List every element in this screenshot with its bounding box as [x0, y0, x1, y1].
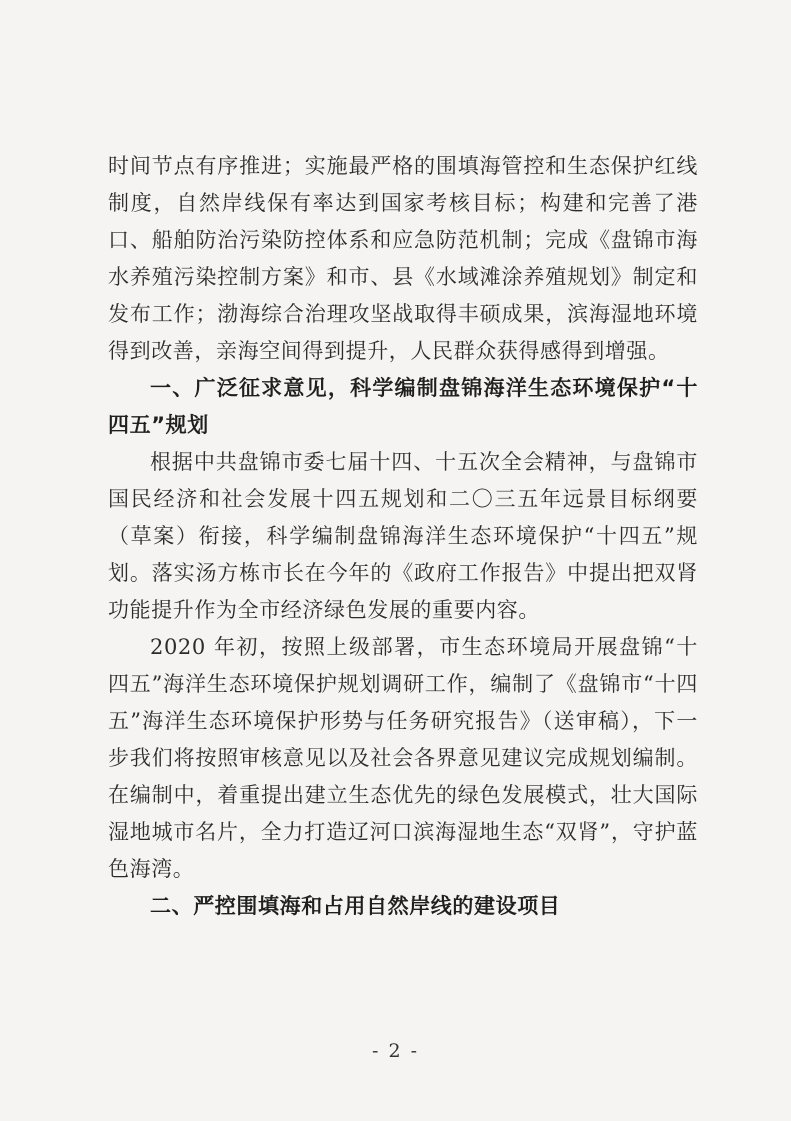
section-heading-2: 二、严控围填海和占用自然岸线的建设项目 — [150, 894, 561, 918]
document-body — [108, 148, 698, 925]
body-paragraph-2: 根据中共盘锦市委七届十四、十五次全会精神，与盘锦市国民经济和社会发展十四五规划和二〇三五年远景目标纲要（草案）衔接，科学编制盘锦海洋生态环境保护“十四五”规划。落实汤方栋市长在今年的《政府工作报告》中提出把双肾功能提升作为全市经济绿色发展的重要内容。 — [108, 450, 698, 622]
body-paragraph-3: 2020 年初，按照上级部署，市生态环境局开展盘锦“十四五”海洋生态环境保护规划调研工作，编制了《盘锦市“十四五”海洋生态环境保护形势与任务研究报告》（送审稿），下一步我们将按照审核意见以及社会各界意见建议完成规划编制。在编制中，着重提出建立生态优先的绿色发展模式，壮大国际湿地城市名片，全力打造辽河口滨海湿地生态“双肾”，守护蓝色海湾。 — [108, 635, 698, 881]
section-heading-1: 一、广泛征求意见，科学编制盘锦海洋生态环境保护“十四五”规划 — [108, 376, 698, 437]
page-number: - 2 - — [371, 1040, 419, 1062]
body-paragraph-1: 时间节点有序推进；实施最严格的围填海管控和生态保护红线制度，自然岸线保有率达到国家考核目标；构建和完善了港口、船舶防治污染防控体系和应急防范机制；完成《盘锦市海水养殖污染控制方案》和市、县《水域滩涂养殖规划》制定和发布工作；渤海综合治理攻坚战取得丰硕成果，滨海湿地环境得到改善，亲海空间得到提升，人民群众获得感得到增强。 — [108, 154, 698, 363]
